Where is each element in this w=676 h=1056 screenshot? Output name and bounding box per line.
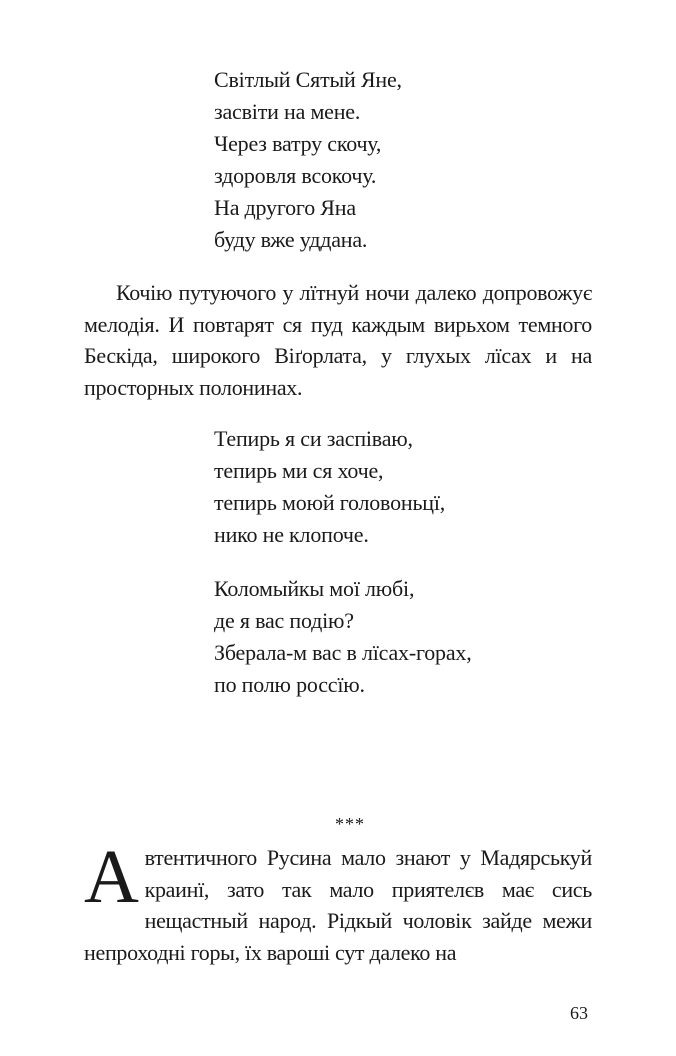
poem-line: нико не клопоче. (214, 522, 369, 547)
drop-cap: А (84, 835, 139, 919)
body-paragraph-1: Кочію путуючого у лїтнуй ночи далеко допровожує мелодія. И повтарят ся пуд каждым вирьхом темного Бескіда, широкого Віґорлата, у глухых лїсах и на просторных полонинах. (84, 280, 592, 400)
poem-stanza-1 (214, 64, 402, 256)
poem-line: по полю россїю. (214, 672, 365, 697)
poem-line: тепирь моюй головоньцї, (214, 490, 446, 515)
poem-line: буду вже уддана. (214, 227, 368, 252)
poem-line: На другого Яна (214, 195, 356, 220)
poem-stanza-3 (214, 573, 472, 701)
poem-line: Зберала-м вас в лїсах-горах, (214, 640, 472, 665)
paragraph-text: втентичного Русина мало знают у Мадярськуй краинї, зато так мало приятелєв має сись нещастный народ. Рідкый чоловік зайде межи непроходні горы, їх вароші сут далеко на (84, 845, 592, 965)
poem-line: Тепирь я си заспіваю, (214, 426, 413, 451)
poem-line: Через ватру скочу, (214, 131, 382, 156)
poem-line: тепирь ми ся хоче, (214, 458, 384, 483)
section-separator: *** (335, 814, 365, 834)
page-number: 63 (570, 1003, 588, 1023)
poem-line: Світлый Сятый Яне, (214, 67, 402, 92)
poem-line: здоровля всокочу. (214, 163, 377, 188)
poem-line: де я вас подію? (214, 608, 354, 633)
body-paragraph-2 (84, 835, 592, 968)
poem-line: засвіти на мене. (214, 99, 361, 124)
poem-line: Коломыйкы мої любі, (214, 576, 415, 601)
poem-stanza-2 (214, 423, 445, 551)
